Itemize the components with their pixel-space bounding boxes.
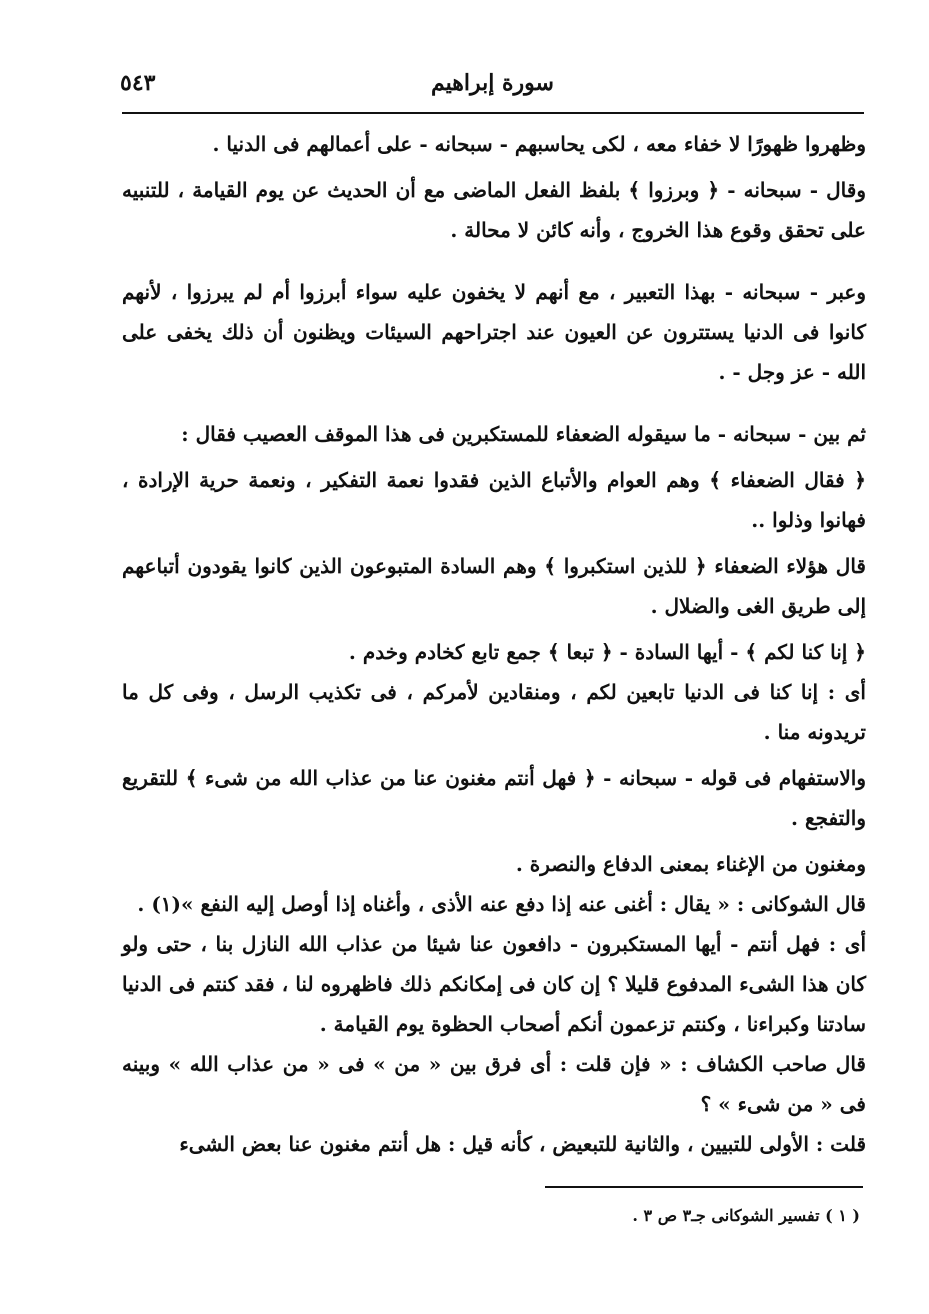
paragraph: أى : إنا كنا فى الدنيا تابعين لكم ، ومنقادين لأمركم ، فى تكذيب الرسل ، وفى كل ما تريدونه منا . (122, 680, 866, 744)
body-text (122, 124, 866, 1164)
paragraph: وقال - سبحانه - ﴿ وبرزوا ﴾ بلفظ الفعل الماضى مع أن الحديث عن يوم القيامة ، للتنبيه على تحقق وقوع هذا الخروج ، وأنه كائن لا محالة . (122, 178, 866, 242)
paragraph: قال الشوكانى : « يقال : أغنى عنه إذا دفع عنه الأذى ، وأغناه إذا أوصل إليه النفع »(١) . (137, 892, 866, 916)
paragraph: وظهروا ظهورًا لا خفاء معه ، لكى يحاسبهم - سبحانه - على أعمالهم فى الدنيا . (212, 132, 866, 156)
surah-title: سورة إبراهيم (431, 70, 554, 96)
paragraph: ومغنون من الإغناء بمعنى الدفاع والنصرة . (515, 852, 866, 876)
paragraph: قال صاحب الكشاف : « فإن قلت : أى فرق بين « من » فى « من عذاب الله » وبينه فى « من شىء » ؟ (122, 1052, 866, 1116)
paragraph: والاستفهام فى قوله - سبحانه - ﴿ فهل أنتم مغنون عنا من عذاب الله من شىء ﴾ للتقريع والتفجع . (122, 766, 866, 830)
page-header (120, 70, 865, 114)
paragraph: ﴿ فقال الضعفاء ﴾ وهم العوام والأتباع الذين فقدوا نعمة التفكير ، ونعمة حرية الإرادة ، فهانوا وذلوا .. (122, 468, 866, 532)
paragraph: قلت : الأولى للتبيين ، والثانية للتبعيض ، كأنه قيل : هل أنتم مغنون عنا بعض الشىء (179, 1132, 866, 1156)
paragraph: ثم بين - سبحانه - ما سيقوله الضعفاء للمستكبرين فى هذا الموقف العصيب فقال : (181, 422, 866, 446)
header-divider (122, 112, 864, 114)
footnote: ( ١ ) تفسير الشوكانى جـ٣ ص ٣ . (632, 1206, 860, 1225)
footnote-divider (545, 1186, 863, 1188)
page-number: ٥٤٣ (120, 70, 156, 96)
paragraph: أى : فهل أنتم - أيها المستكبرون - دافعون عنا شيئا من عذاب الله النازل بنا ، حتى ولو كان هذا الشىء المدفوع قليلا ؟ إن كان فى إمكانكم ذلك فاظهروه لنا ، فقد كنتم فى الدنيا سادتنا وكبراءنا ، وكنتم تزعمون أنكم أصحاب الحظوة يوم القيامة . (122, 932, 866, 1036)
paragraph: وعبر - سبحانه - بهذا التعبير ، مع أنهم لا يخفون عليه سواء أبرزوا أم لم يبرزوا ، لأنهم كانوا فى الدنيا يستترون عن العيون عند اجتراحهم السيئات ويظنون أن ذلك يخفى على الله - عز وجل - . (122, 280, 866, 384)
paragraph: قال هؤلاء الضعفاء ﴿ للذين استكبروا ﴾ وهم السادة المتبوعون الذين كانوا يقودون أتباعهم إلى طريق الغى والضلال . (122, 554, 866, 618)
paragraph: ﴿ إنا كنا لكم ﴾ - أيها السادة - ﴿ تبعا ﴾ جمع تابع كخادم وخدم . (348, 640, 866, 664)
